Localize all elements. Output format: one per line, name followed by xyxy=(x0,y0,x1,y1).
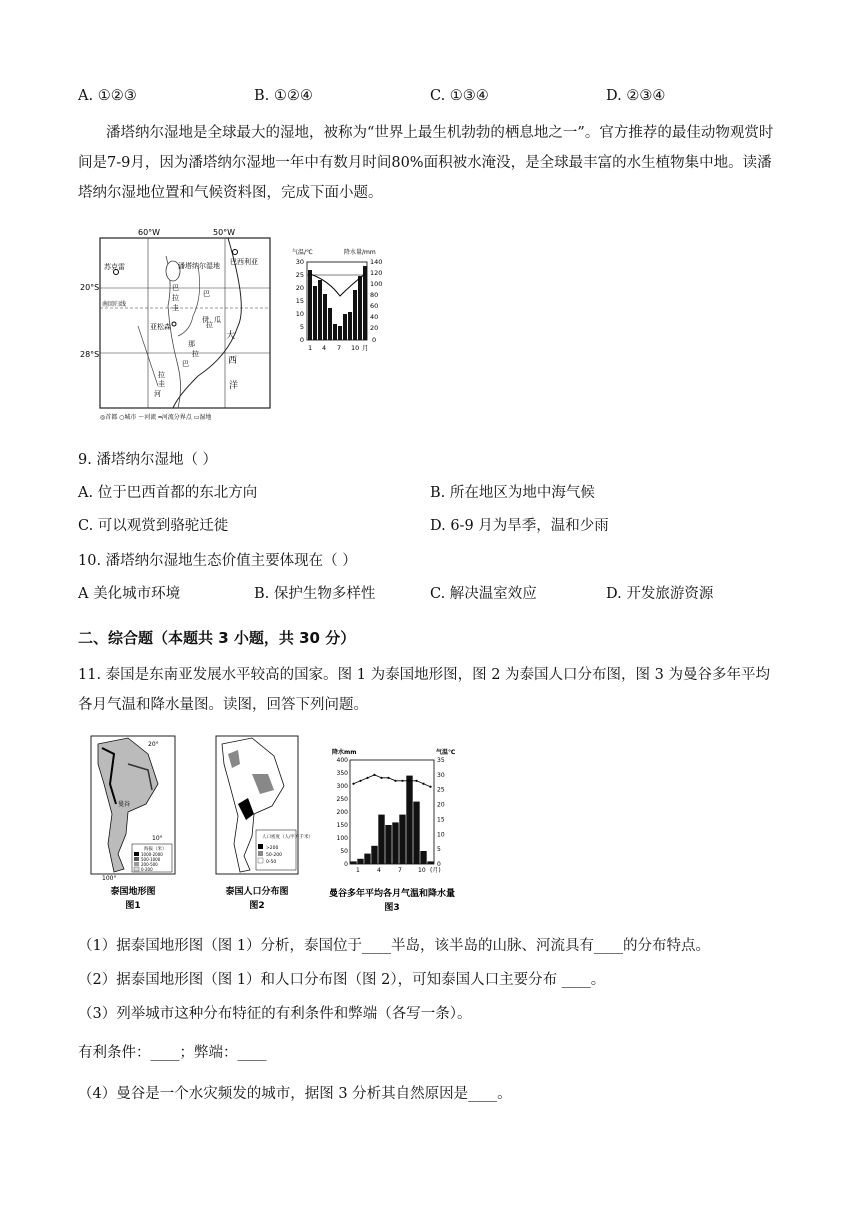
svg-text:20: 20 xyxy=(370,324,379,332)
q9-option-a: A. 位于巴西首都的东北方向 xyxy=(78,485,258,501)
temp-point xyxy=(366,777,368,779)
lon-label-60w: 60°W xyxy=(138,228,161,237)
svg-text:那: 那 xyxy=(188,340,195,348)
precip-bar xyxy=(350,861,356,864)
temp-tick-label: 5 xyxy=(437,846,441,854)
q9-option-b: B. 所在地区为地中海气候 xyxy=(430,485,595,501)
precip-tick-label: 350 xyxy=(336,770,348,777)
svg-text:10: 10 xyxy=(418,867,426,874)
svg-text:20: 20 xyxy=(295,284,304,292)
section-heading: 二、综合题（本题共 3 小题，共 30 分） xyxy=(78,629,356,647)
svg-text:海拔（米）: 海拔（米） xyxy=(144,847,167,852)
svg-text:20°: 20° xyxy=(148,741,159,748)
svg-text:图2: 图2 xyxy=(249,901,265,911)
q11-intro: 11. 泰国是东南亚发展水平较高的国家。图 1 为泰国地形图，图 2 为泰国人口分布图，图 3 为曼谷多年平均各月气温和降水量图。读图，回答下列问题。 xyxy=(78,667,770,713)
q8-option-d: D. ②③④ xyxy=(606,88,666,104)
svg-text:气温/℃: 气温/℃ xyxy=(292,249,313,256)
lon-label-50w: 50°W xyxy=(213,228,236,237)
q10-stem: 10. 潘塔纳尔湿地生态价值主要体现在（ ） xyxy=(78,553,357,569)
sub-question-3: （3）列举城市这种分布特征的有利条件和弊端（各写一条）。 xyxy=(78,1006,472,1022)
svg-text:200-500: 200-500 xyxy=(141,862,158,867)
svg-text:降水mm: 降水mm xyxy=(332,749,357,756)
svg-text:南回归线: 南回归线 xyxy=(102,301,127,308)
precip-bar xyxy=(413,802,419,864)
svg-text:大: 大 xyxy=(226,331,236,341)
temp-tick-label: 0 xyxy=(437,861,441,868)
precip-bar xyxy=(371,846,377,864)
svg-text:0-50: 0-50 xyxy=(266,860,277,865)
map-label-pantanal: 潘塔纳尔湿地 xyxy=(178,262,220,270)
q9-stem: 9. 潘塔纳尔湿地（ ） xyxy=(78,452,218,468)
map-legend: ◎首都 ○城市 ～河流 ━河流分界点 ▭湿地 xyxy=(100,414,212,421)
svg-text:1000-2000: 1000-2000 xyxy=(141,852,163,857)
svg-text:30: 30 xyxy=(295,258,304,266)
svg-text:4: 4 xyxy=(322,344,327,352)
svg-text:拉: 拉 xyxy=(192,350,199,358)
svg-text:瓜: 瓜 xyxy=(214,316,221,324)
svg-text:圭: 圭 xyxy=(172,304,179,312)
precip-tick-label: 300 xyxy=(336,783,348,790)
svg-text:0: 0 xyxy=(372,336,377,344)
temp-point xyxy=(415,780,417,782)
q10-option-c: C. 解决温室效应 xyxy=(430,586,537,602)
precip-bar xyxy=(420,851,426,864)
temp-point xyxy=(352,783,354,785)
temp-point xyxy=(373,774,375,776)
pantanal-climate-chart xyxy=(288,246,383,372)
svg-text:80: 80 xyxy=(370,291,379,299)
map-label-sucre: 苏克雷 xyxy=(104,263,125,271)
svg-text:50-200: 50-200 xyxy=(266,853,282,858)
precip-tick-label: 400 xyxy=(336,757,348,764)
map-label-brasilia: 巴西利亚 xyxy=(230,258,258,266)
temp-tick-label: 30 xyxy=(437,771,445,779)
svg-text:亚松森: 亚松森 xyxy=(150,323,171,331)
q8-option-a: A. ①②③ xyxy=(78,88,137,104)
precip-bar xyxy=(357,859,363,864)
svg-text:拉: 拉 xyxy=(206,321,213,329)
precip-tick-label: 250 xyxy=(336,796,348,803)
precip-tick-label: 50 xyxy=(340,848,348,855)
svg-text:泰国人口分布图: 泰国人口分布图 xyxy=(225,887,289,897)
svg-text:降水量/mm: 降水量/mm xyxy=(344,249,376,256)
precip-tick-label: 0 xyxy=(344,861,348,868)
svg-text:图1: 图1 xyxy=(125,901,141,911)
svg-text:60: 60 xyxy=(370,302,379,310)
q10-option-d: D. 开发旅游资源 xyxy=(606,586,714,602)
temp-tick-label: 20 xyxy=(437,801,445,809)
svg-text:40: 40 xyxy=(370,313,379,321)
sub-question-1: （1）据泰国地形图（图 1）分析，泰国位于____半岛，该半岛的山脉、河流具有____的分布特点。 xyxy=(78,938,711,954)
pantanal-location-map xyxy=(78,226,278,422)
thailand-population-map xyxy=(212,734,314,914)
svg-text:拉: 拉 xyxy=(172,294,179,302)
svg-text:>200: >200 xyxy=(266,846,279,851)
svg-text:拉: 拉 xyxy=(158,371,165,379)
temp-tick-label: 10 xyxy=(437,831,445,839)
svg-text:7: 7 xyxy=(398,867,402,874)
precip-tick-label: 150 xyxy=(336,822,348,829)
svg-text:10: 10 xyxy=(295,310,304,318)
svg-text:巴: 巴 xyxy=(172,284,179,292)
precip-bar xyxy=(406,776,412,864)
passage: 潘塔纳尔湿地是全球最大的湿地，被称为“世界上最生机勃勃的栖息地之一”。官方推荐的最佳动物观赏时间是7-9月，因为潘塔纳尔湿地一年中有数月时间80%面积被水淹没，是全球最丰富的水生植物集中地。读潘塔纳尔湿地位置和气候资料图，完成下面小题。 xyxy=(78,125,774,201)
svg-text:人口密度（人/平方千米）: 人口密度（人/平方千米） xyxy=(262,835,314,840)
q9-option-c: C. 可以观赏到骆驼迁徙 xyxy=(78,518,229,534)
q8-option-b: B. ①②④ xyxy=(254,88,313,104)
svg-text:15: 15 xyxy=(295,297,304,305)
svg-text:伊: 伊 xyxy=(202,316,209,324)
svg-text:巴: 巴 xyxy=(182,360,189,368)
precip-bar xyxy=(364,854,370,864)
precip-bar xyxy=(399,815,405,864)
svg-text:1: 1 xyxy=(356,867,360,874)
temp-point xyxy=(408,780,410,782)
svg-text:巴: 巴 xyxy=(203,290,210,298)
temp-point xyxy=(394,780,396,782)
svg-text:10: 10 xyxy=(351,344,360,352)
svg-text:气温℃: 气温℃ xyxy=(436,749,456,756)
temp-tick-label: 35 xyxy=(437,757,445,764)
sub-question-2: （2）据泰国地形图（图 1）和人口分布图（图 2），可知泰国人口主要分布 ____。 xyxy=(78,972,606,988)
svg-text:洋: 洋 xyxy=(229,381,239,391)
svg-text:100: 100 xyxy=(370,280,383,288)
temp-tick-label: 15 xyxy=(437,816,445,824)
svg-text:曼谷多年平均各月气温和降水量: 曼谷多年平均各月气温和降水量 xyxy=(328,889,456,899)
svg-text:25: 25 xyxy=(295,271,304,279)
svg-text:曼谷: 曼谷 xyxy=(118,801,131,808)
svg-text:10°: 10° xyxy=(152,835,163,842)
q9-option-d: D. 6-9 月为旱季，温和少雨 xyxy=(430,518,609,534)
svg-text:500-1000: 500-1000 xyxy=(141,857,161,862)
temp-point xyxy=(429,786,431,788)
svg-text:1: 1 xyxy=(308,344,313,352)
svg-text:泰国地形图: 泰国地形图 xyxy=(110,887,156,897)
lat-label-28s: 28°S xyxy=(80,350,100,359)
answer-line: 有利条件：____；弊端：____ xyxy=(78,1045,267,1061)
svg-text:100°: 100° xyxy=(102,875,117,882)
q10-option-b: B. 保护生物多样性 xyxy=(254,586,376,602)
temp-point xyxy=(359,780,361,782)
precip-bar xyxy=(378,815,384,864)
precip-tick-label: 100 xyxy=(336,835,348,842)
bangkok-climate-chart xyxy=(326,746,458,914)
temp-tick-label: 25 xyxy=(437,786,445,794)
temp-point xyxy=(401,780,403,782)
q8-option-c: C. ①③④ xyxy=(430,88,489,104)
precip-bar xyxy=(392,822,398,864)
svg-text:(月): (月) xyxy=(430,867,441,874)
temp-line xyxy=(354,775,431,787)
svg-text:7: 7 xyxy=(337,344,342,352)
svg-text:5: 5 xyxy=(299,323,304,331)
svg-text:河: 河 xyxy=(154,390,161,398)
svg-text:图3: 图3 xyxy=(384,903,400,913)
sub-question-4: （4）曼谷是一个水灾频发的城市，据图 3 分析其自然原因是____。 xyxy=(78,1086,512,1102)
thailand-terrain-map xyxy=(88,734,178,914)
svg-text:圭: 圭 xyxy=(158,380,165,388)
precip-tick-label: 200 xyxy=(336,809,348,816)
svg-text:0-200: 0-200 xyxy=(141,867,153,872)
q10-option-a: A 美化城市环境 xyxy=(78,586,181,602)
lat-label-20s: 20°S xyxy=(80,283,100,292)
svg-text:120: 120 xyxy=(370,269,383,277)
precip-bar xyxy=(427,861,433,864)
temp-point xyxy=(380,777,382,779)
svg-text:月: 月 xyxy=(362,344,369,352)
svg-text:140: 140 xyxy=(370,258,383,266)
temp-point xyxy=(387,777,389,779)
temp-point xyxy=(422,783,424,785)
svg-text:4: 4 xyxy=(377,867,381,874)
svg-text:0: 0 xyxy=(299,336,304,344)
svg-text:西: 西 xyxy=(228,356,238,366)
precip-bar xyxy=(385,825,391,864)
